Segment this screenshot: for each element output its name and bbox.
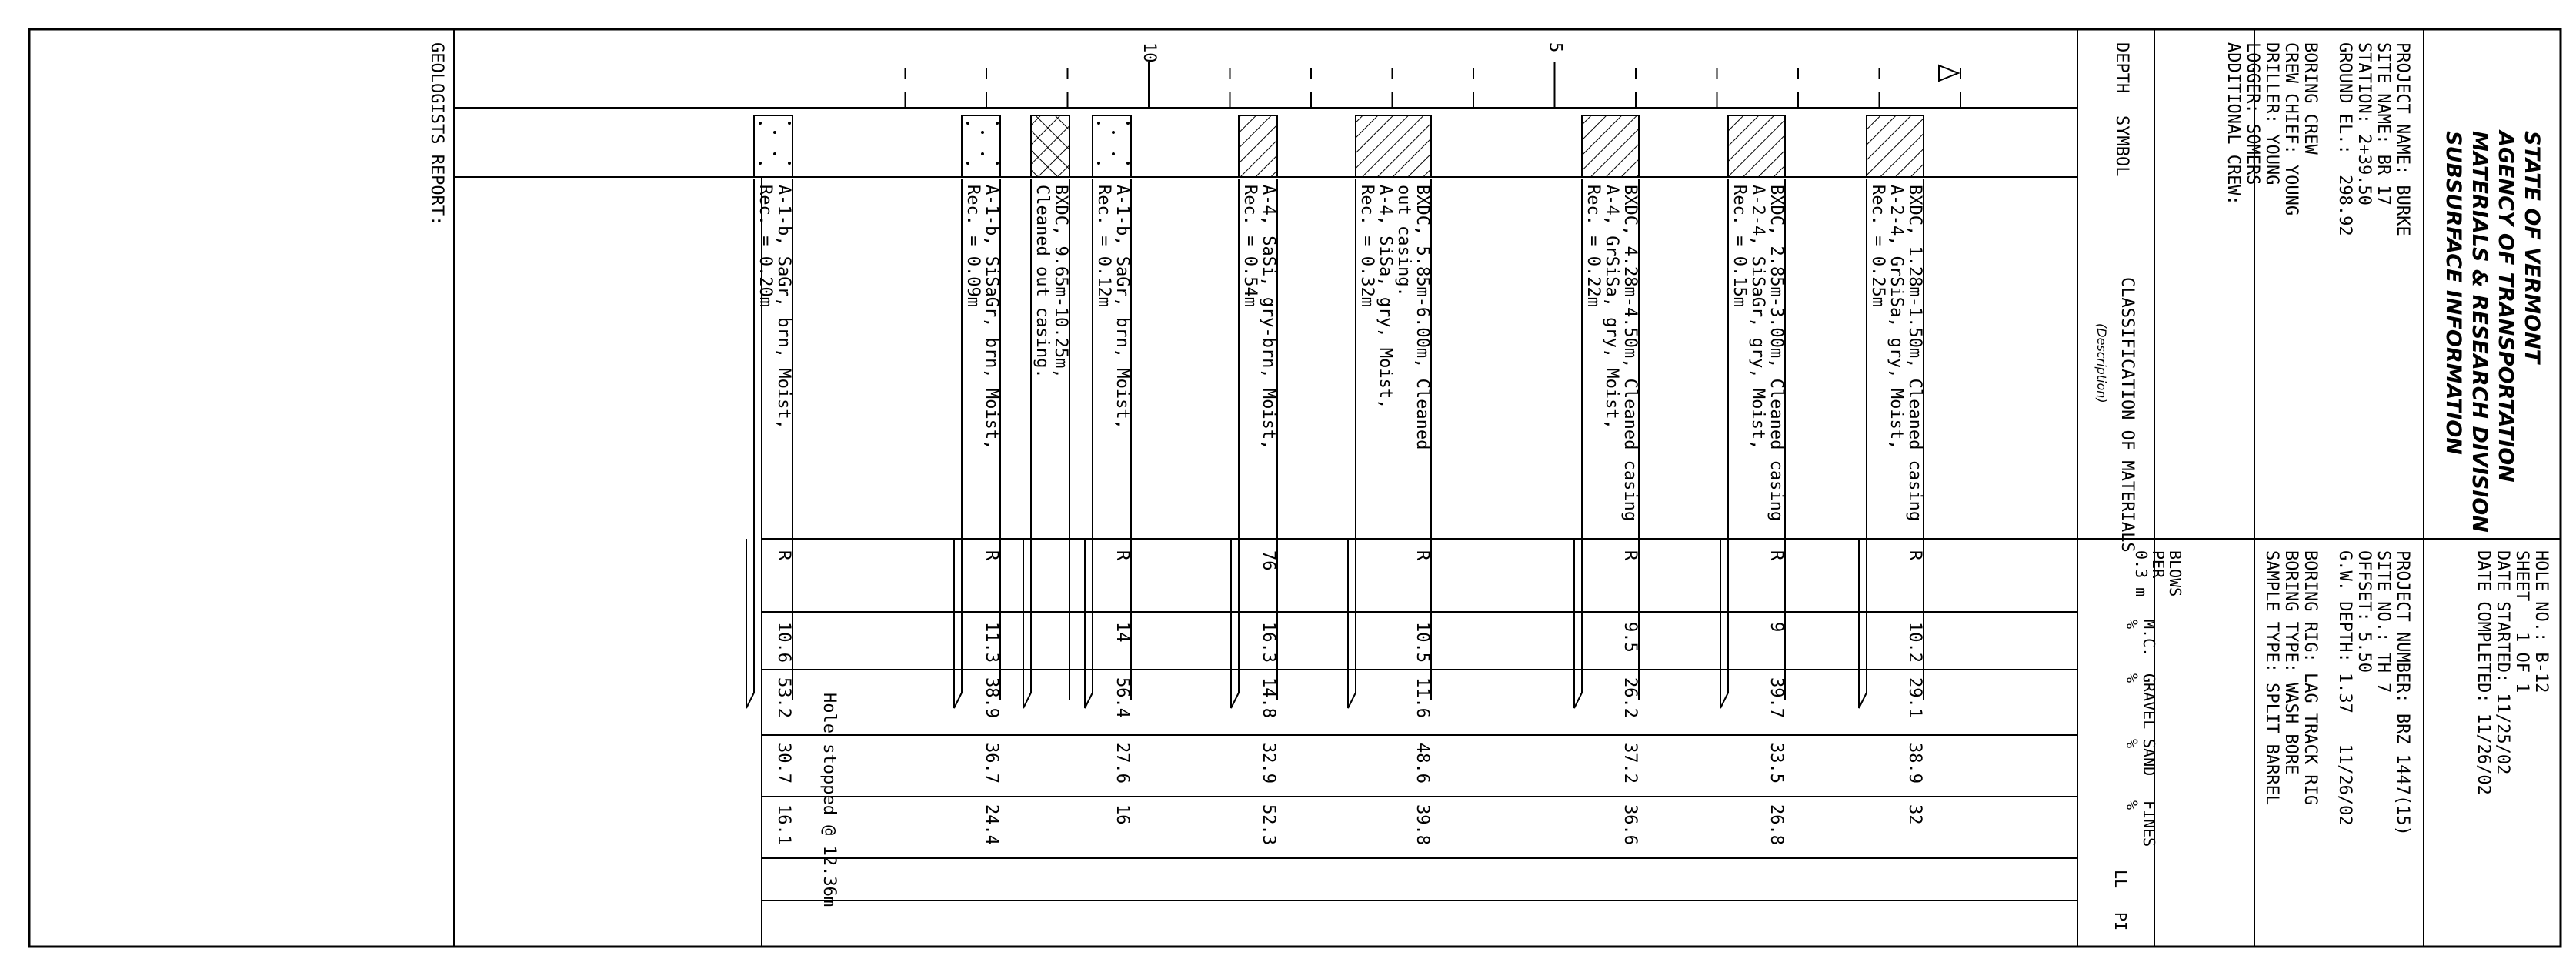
sample-gravel-value: 11.6 xyxy=(1413,677,1432,718)
gravel-dot xyxy=(788,162,791,165)
logger: LOGGER: SOMERS xyxy=(2243,42,2262,185)
sample-description-line: Rec. = 0.15m xyxy=(1730,185,1749,307)
driller: DRILLER: YOUNG xyxy=(2262,42,2281,185)
gravel-dot xyxy=(996,122,999,125)
sample-fines-value: 16.1 xyxy=(774,804,793,845)
description-bracket xyxy=(954,179,962,708)
sample-description-line: Rec. = 0.54m xyxy=(1240,185,1260,307)
sample-description-line: BXDC, 4.28m-4.50m, Cleaned casing xyxy=(1620,185,1640,522)
sample-description-line: BXDC, 9.65m-10.25m, xyxy=(1051,185,1070,379)
sample-description-line: Rec. = 0.12m xyxy=(1094,185,1113,307)
sample-description-line: BXDC, 5.85m-6.00m, Cleaned xyxy=(1413,185,1432,450)
sample-description-line: A-1-b, SaGr, brn, Moist, xyxy=(774,185,793,429)
station: STATION: 2+39.50 xyxy=(2354,42,2374,205)
title-line-4: SUBSURFACE INFORMATION xyxy=(2441,131,2465,455)
title-line-3: MATERIALS & RESEARCH DIVISION xyxy=(2468,131,2491,533)
gravel-dot xyxy=(759,162,762,165)
sample-description-line: A-2-4, SiSaGr, gry, Moist, xyxy=(1748,185,1767,450)
sheet-number: SHEET 1 OF 1 xyxy=(2512,550,2531,693)
soil-symbol xyxy=(1031,115,1069,177)
sample-blows-value: R xyxy=(774,550,793,561)
date-completed: DATE COMPLETED: 11/26/02 xyxy=(2474,550,2493,795)
sample-fines-value: 36.6 xyxy=(1620,804,1640,845)
soil-symbol xyxy=(754,115,792,177)
description-bracket xyxy=(1720,179,1728,708)
column-header-fines: FINES % xyxy=(2123,800,2158,847)
sample-description-line: out casing. xyxy=(1394,185,1413,297)
sample-blows-value: R xyxy=(1413,550,1432,561)
sample-gravel-value: 26.2 xyxy=(1620,677,1640,718)
description-bracket xyxy=(1023,179,1031,708)
sample-description-line: Rec. = 0.25m xyxy=(1868,185,1887,307)
column-header-depth: DEPTH xyxy=(2112,42,2131,94)
sample-mc-value: 10.5 xyxy=(1413,622,1432,663)
gravel-dot xyxy=(981,152,984,155)
gravel-dot xyxy=(1112,131,1115,134)
sample-sand-value: 27.6 xyxy=(1113,743,1132,784)
column-header-sand: SAND % xyxy=(2123,739,2158,777)
sample-blows-value: R xyxy=(1113,550,1132,561)
description-bracket xyxy=(1348,179,1356,708)
boring-rig: BORING RIG: LAG TRACK RIG xyxy=(2301,550,2320,806)
offset: OFFSET: 5.50 xyxy=(2354,550,2374,673)
gravel-dot xyxy=(1097,122,1100,125)
sample-description-line: BXDC, 2.85m-3.00m, Cleaned casing xyxy=(1767,185,1786,522)
sample-sand-value: 48.6 xyxy=(1413,743,1432,784)
gravel-dot xyxy=(1126,162,1130,165)
gravel-dot xyxy=(966,122,969,125)
gravel-dot xyxy=(773,131,776,134)
sample-description-line: A-1-b, SiSaGr, brn, Moist, xyxy=(982,185,1001,450)
sample-fines-value: 52.3 xyxy=(1259,804,1278,845)
sample-description-line: BXDC, 1.28m-1.50m, Cleaned casing xyxy=(1905,185,1924,522)
project-number: PROJECT NUMBER: BRZ 1447(15) xyxy=(2393,550,2412,836)
sample-fines-value: 24.4 xyxy=(982,804,1001,845)
column-header-gravel: GRAVEL % xyxy=(2123,673,2158,730)
gravel-dot xyxy=(759,122,762,125)
sample-blows-value: 76 xyxy=(1259,550,1278,571)
sample-description-line: Cleaned out casing. xyxy=(1033,185,1052,379)
sample-fines-value: 26.8 xyxy=(1767,804,1786,845)
gravel-dot xyxy=(966,162,969,165)
gravel-dot xyxy=(1112,152,1115,155)
description-bracket xyxy=(1231,179,1239,708)
hole-number: HOLE NO.: B-12 xyxy=(2531,550,2551,693)
sample-fines-value: 32 xyxy=(1905,804,1924,825)
sample-mc-value: 9.5 xyxy=(1620,622,1640,653)
sample-gravel-value: 29.1 xyxy=(1905,677,1924,718)
sample-blows-value: R xyxy=(982,550,1001,561)
sample-sand-value: 33.5 xyxy=(1767,743,1786,784)
sample-fines-value: 16 xyxy=(1113,804,1132,825)
gravel-dot xyxy=(1126,122,1130,125)
sample-description-line: Rec. = 0.20m xyxy=(756,185,775,307)
water-level-icon xyxy=(1939,65,1958,81)
sample-gravel-value: 53.2 xyxy=(774,677,793,718)
sample-description-line: A-4, GrSiSa, gry, Moist, xyxy=(1602,185,1621,429)
soil-symbol xyxy=(1728,115,1785,177)
soil-symbol xyxy=(1093,115,1131,177)
sample-gravel-value: 39.7 xyxy=(1767,677,1786,718)
boring-type: BORING TYPE: WASH BORE xyxy=(2281,550,2301,775)
sample-sand-value: 37.2 xyxy=(1620,743,1640,784)
description-bracket xyxy=(1085,179,1093,708)
title-line-1: STATE OF VERMONT xyxy=(2520,131,2544,364)
description-bracket xyxy=(746,179,754,708)
soil-symbol xyxy=(1356,115,1431,177)
additional-crew: ADDITIONAL CREW: xyxy=(2224,42,2243,205)
column-header-blows: BLOWS PER 0.3 m xyxy=(2132,550,2184,597)
ground-elevation: GROUND EL.: 298.92 xyxy=(2335,42,2354,236)
sample-blows-value: R xyxy=(1767,550,1786,561)
column-header-ll: LL xyxy=(2111,870,2130,889)
gravel-dot xyxy=(788,122,791,125)
title-line-2: AGENCY OF TRANSPORTATION xyxy=(2494,131,2518,483)
column-header-mc: M.C. % xyxy=(2123,620,2158,657)
sample-description-line: Rec. = 0.09m xyxy=(963,185,983,307)
sample-mc-value: 16.3 xyxy=(1259,622,1278,663)
column-header-symbol: SYMBOL xyxy=(2112,115,2131,177)
boring-crew-heading: BORING CREW xyxy=(2301,42,2320,155)
soil-symbol xyxy=(1867,115,1924,177)
sample-sand-value: 32.9 xyxy=(1259,743,1278,784)
gravel-dot xyxy=(1097,162,1100,165)
gravel-dot xyxy=(981,131,984,134)
sample-description-line: A-4, SiSa, gry, Moist, xyxy=(1376,185,1395,409)
sample-mc-value: 9 xyxy=(1767,622,1786,633)
column-header-classification: CLASSIFICATION OF MATERIALS xyxy=(2117,277,2137,553)
sample-description-line: A-4, SaSi, gry-brn, Moist, xyxy=(1259,185,1278,450)
sample-description-line: Rec. = 0.32m xyxy=(1357,185,1376,307)
sample-sand-value: 30.7 xyxy=(774,743,793,784)
column-header-description: (Description) xyxy=(2094,323,2109,403)
sample-fines-value: 39.8 xyxy=(1413,804,1432,845)
depth-label-10: 10 xyxy=(1140,42,1159,63)
description-bracket xyxy=(1859,179,1867,708)
sample-sand-value: 36.7 xyxy=(982,743,1001,784)
gravel-dot xyxy=(773,152,776,155)
gravel-dot xyxy=(996,162,999,165)
sample-description-line: A-1-b, SaGr, brn, Moist, xyxy=(1113,185,1132,429)
site-name: SITE NAME: BR 17 xyxy=(2374,42,2393,205)
sample-type: SAMPLE TYPE: SPLIT BARREL xyxy=(2262,550,2281,806)
sample-mc-value: 14 xyxy=(1113,622,1132,643)
sample-mc-value: 11.3 xyxy=(982,622,1001,663)
geologists-report-label: GEOLOGISTS REPORT: xyxy=(427,42,446,226)
sample-sand-value: 38.9 xyxy=(1905,743,1924,784)
sample-gravel-value: 56.4 xyxy=(1113,677,1132,718)
sample-description-line: A-2-4, GrSiSa, gry, Moist, xyxy=(1887,185,1906,450)
project-name: PROJECT NAME: BURKE xyxy=(2393,42,2412,236)
groundwater-depth: G.W. DEPTH: 1.37 11/26/02 xyxy=(2335,550,2354,826)
column-header-pi: PI xyxy=(2111,912,2130,931)
soil-symbol xyxy=(962,115,1000,177)
sample-mc-value: 10.2 xyxy=(1905,622,1924,663)
description-bracket xyxy=(1574,179,1582,708)
sample-description-line: Rec. = 0.22m xyxy=(1583,185,1603,307)
site-number: SITE NO.: TH 7 xyxy=(2374,550,2393,693)
date-started: DATE STARTED: 11/25/02 xyxy=(2493,550,2512,775)
sample-gravel-value: 38.9 xyxy=(982,677,1001,718)
crew-chief: CREW CHIEF: YOUNG xyxy=(2281,42,2301,216)
sample-blows-value: R xyxy=(1905,550,1924,561)
sample-blows-value: R xyxy=(1620,550,1640,561)
soil-symbol xyxy=(1239,115,1277,177)
hole-stopped-note: Hole stopped @ 12.36m xyxy=(819,693,839,907)
soil-symbol xyxy=(1582,115,1639,177)
sample-mc-value: 10.6 xyxy=(774,622,793,663)
sample-gravel-value: 14.8 xyxy=(1259,677,1278,718)
depth-label-5: 5 xyxy=(1545,42,1565,53)
